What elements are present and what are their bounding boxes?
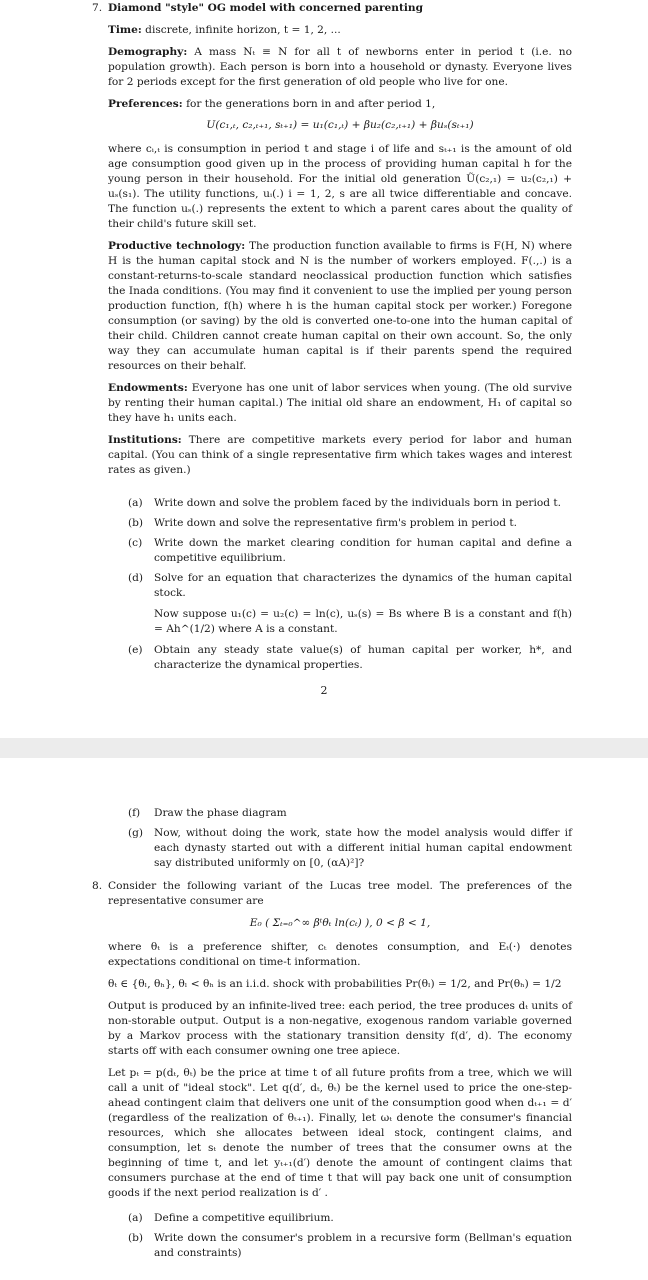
question-label: (a) <box>128 497 143 509</box>
question-label: (f) <box>128 807 141 819</box>
question-text: Solve for an equation that characterizes the dynamics of the human capital stock. <box>154 572 572 599</box>
endowments-label: Endowments: <box>108 382 188 394</box>
question-text: Draw the phase diagram <box>154 807 287 819</box>
expected-utility-equation: E₀ ( Σₜ₌₀^∞ βᵗθₜ ln(cₜ) ), 0 < β < 1, <box>249 917 431 929</box>
question-item <box>128 536 572 566</box>
time-text: discrete, infinite horizon, t = 1, 2, ... <box>145 24 341 36</box>
endowments-paragraph <box>108 381 572 426</box>
question-item <box>128 571 572 601</box>
output-paragraph: Output is produced by an infinite-lived tree: each period, the tree produces dₜ units of non-storable output. Output is a non-negative, exogenous random variable governed by a Markov process with the stationary transition density f(d′, d). The economy starts off with each consumer owning one tree apiece. <box>108 1000 572 1057</box>
technology-text: The production function available to firms is F(H, N) where H is the human capital stock and N is the number of workers employed. F(.,.) is a constant-returns-to-scale standard neoclassical production function which satisfies the Inada conditions. (You may find it convenient to use the implied per young person production function, f(h) where h is the human capital stock per worker.) Foregone consumption (or saving) by the old is converted one-to-one into the human capital of their child. Children cannot create human capital on their own account. So, the only way they can accumulate human capital is if their parents spend the required resources on their behalf. <box>108 240 572 372</box>
question-label: (e) <box>128 644 143 656</box>
definitions-paragraph: where θₜ is a preference shifter, cₜ denotes consumption, and Eₜ(·) denotes expectations conditional on time-t information. <box>108 941 572 968</box>
question-list <box>92 496 572 601</box>
question-item <box>128 516 572 531</box>
problem-number: 7. <box>92 2 103 14</box>
question-item <box>128 806 572 821</box>
page-1-content <box>92 1 572 678</box>
question-text: Now, without doing the work, state how the model analysis would differ if each dynasty started out with a different initial human capital endowment say distributed uniformly on [0, (αA)²]? <box>154 827 572 869</box>
preferences-paragraph <box>108 97 572 112</box>
question-item <box>128 1231 572 1261</box>
question-text: Define a competitive equilibrium. <box>154 1212 334 1224</box>
institutions-paragraph <box>108 433 572 478</box>
question-label: (c) <box>128 537 143 549</box>
time-paragraph <box>108 23 572 38</box>
page-2-content <box>92 806 572 1266</box>
technology-paragraph <box>108 239 572 374</box>
question-item <box>128 496 572 511</box>
supposition-text: Now suppose u₁(c) = u₂(c) = ln(c), uₛ(s) = Bs where B is a constant and f(h) = Ah^(1/2) where A is a constant. <box>154 608 572 635</box>
page-separator <box>0 738 648 758</box>
preferences-label: Preferences: <box>108 98 183 110</box>
page-2 <box>0 758 648 1280</box>
prices-paragraph: Let pₜ = p(dₜ, θₜ) be the price at time t of all future profits from a tree, which we will call a unit of "ideal stock". Let q(d′, dₜ, θₜ) be the kernel used to price the one-step-ahead contingent claim that delivers one unit of the consumption good when dₜ₊₁ = d′ (regardless of the realization of θₜ₊₁). Finally, let ωₜ denote the consumer's financial resources, which she allocates between ideal stock, contingent claims, and consumption, let sₜ denote the number of trees that the consumer owns at the beginning of time t, and let yₜ₊₁(d′) denote the amount of contingent claims that consumers purchase at the end of time t that will pay back one unit of consumption goods if the next period realization is d′ . <box>108 1067 572 1199</box>
question-item <box>128 643 572 673</box>
question-label: (b) <box>128 517 144 529</box>
question-list-continued <box>92 806 572 871</box>
problem-7-heading <box>92 1 572 16</box>
question-text: Write down the market clearing condition for human capital and define a competitive equilibrium. <box>154 537 572 564</box>
question-label: (g) <box>128 827 144 839</box>
question-text: Write down the consumer's problem in a recursive form (Bellman's equation and constraints) <box>154 1232 572 1259</box>
question-label: (a) <box>128 1212 143 1224</box>
time-label: Time: <box>108 24 142 36</box>
preferences-text: for the generations born in and after period 1, <box>186 98 436 110</box>
demography-text: A mass Nₜ ≡ N for all t of newborns enter in period t (i.e. no population growth). Each person is born into a household or dynasty. Everyone lives for 2 periods except for the first generation of old people who live for one. <box>108 46 572 88</box>
question-text: Write down and solve the problem faced by the individuals born in period t. <box>154 497 562 509</box>
demography-label: Demography: <box>108 46 188 58</box>
problem-title: Diamond "style" OG model with concerned parenting <box>108 2 424 14</box>
institutions-text: There are competitive markets every period for labor and human capital. (You can think of a single representative firm which takes wages and interest rates as given.) <box>108 434 572 476</box>
problem-8-intro-text: Consider the following variant of the Lucas tree model. The preferences of the representative consumer are <box>108 880 572 907</box>
preferences-explanation: where cᵢ,ₜ is consumption in period t and stage i of life and sₜ₊₁ is the amount of old age consumption good given up in the process of providing human capital h for the young person in their household. For the initial old generation Ũ(c₂,₁) = u₂(c₂,₁) + uₛ(s₁). The utility functions, uᵢ(.) i = 1, 2, s are all twice differentiable and concave. The function uₛ(.) represents the extent to which a parent cares about the quality of their child's future skill set. <box>108 143 572 230</box>
question-item <box>128 826 572 871</box>
problem-8-intro <box>92 879 572 909</box>
institutions-label: Institutions: <box>108 434 182 446</box>
utility-equation: U(c₁,ₜ, c₂,ₜ₊₁, sₜ₊₁) = u₁(c₁,ₜ) + βu₂(c₂,ₜ₊₁) + βuₛ(sₜ₊₁) <box>206 119 474 131</box>
page-number: 2 <box>320 684 328 697</box>
technology-label: Productive technology: <box>108 240 246 252</box>
question-item <box>128 1211 572 1226</box>
question-list-e <box>92 643 572 673</box>
question-label: (b) <box>128 1232 144 1244</box>
endowments-text: Everyone has one unit of labor services when young. (The old survive by renting their human capital.) The initial old share an endowment, H₁ of capital so they have h₁ units each. <box>108 382 572 424</box>
demography-paragraph <box>108 45 572 90</box>
problem-number: 8. <box>92 880 103 892</box>
question-text: Obtain any steady state value(s) of human capital per worker, h*, and characterize the dynamical properties. <box>154 644 572 671</box>
shock-paragraph: θₜ ∈ {θₗ, θₕ}, θₗ < θₕ is an i.i.d. shock with probabilities Pr(θₗ) = 1/2, and Pr(θₕ) = 1/2 <box>108 978 562 990</box>
question-text: Write down and solve the representative firm's problem in period t. <box>154 517 518 529</box>
problem-8-question-list <box>92 1211 572 1261</box>
question-label: (d) <box>128 572 144 584</box>
